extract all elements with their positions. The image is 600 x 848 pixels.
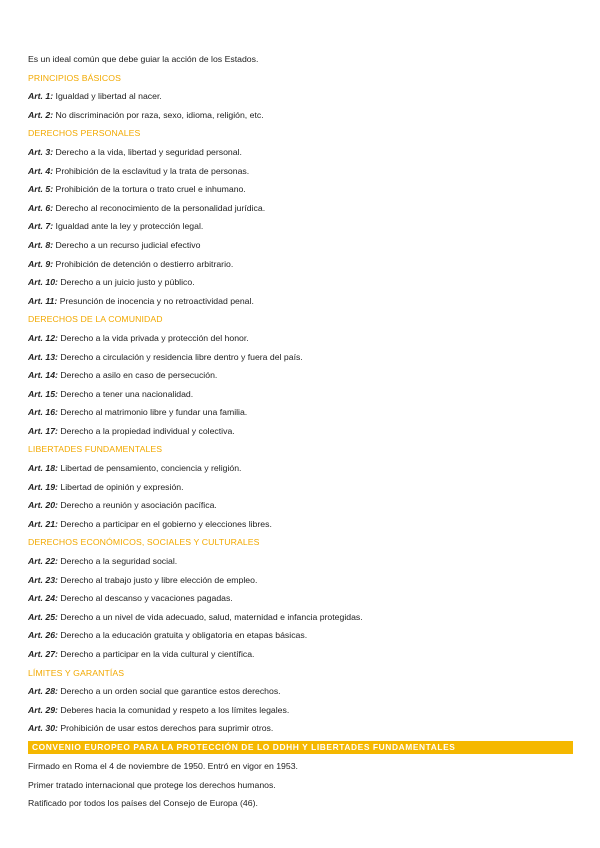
article-item: [28, 106, 560, 125]
article-text: Derecho a la seguridad social.: [60, 556, 178, 567]
article-text: Derecho a un orden social que garantice estos derechos.: [60, 686, 281, 697]
article-text: Igualdad y libertad al nacer.: [55, 91, 162, 102]
article-text: Prohibición de usar estos derechos para suprimir otros.: [60, 723, 274, 734]
article-number: Art. 20:: [28, 500, 58, 511]
article-number: Art. 16:: [28, 407, 58, 418]
article-text: Derecho a un nivel de vida adecuado, salud, maternidad e infancia protegidas.: [60, 611, 363, 622]
article-item: [28, 403, 560, 422]
article-number: Art. 4:: [28, 165, 54, 176]
intro-text: Es un ideal común que debe guiar la acción de los Estados.: [28, 54, 259, 64]
article-text: Igualdad ante la ley y protección legal.: [55, 221, 204, 232]
article-text: Libertad de opinión y expresión.: [60, 481, 184, 492]
article-item: [28, 719, 560, 738]
article-text: Libertad de pensamiento, conciencia y religión.: [60, 463, 242, 474]
article-item: [28, 366, 560, 385]
article-item: [28, 292, 560, 311]
article-item: [28, 348, 560, 367]
article-number: Art. 7:: [28, 221, 54, 232]
article-item: [28, 589, 560, 608]
article-item: [28, 385, 560, 404]
article-number: Art. 3:: [28, 146, 54, 157]
article-number: Art. 28:: [28, 686, 58, 697]
article-number: Art. 27:: [28, 649, 58, 659]
article-number: Art. 12:: [28, 332, 58, 343]
article-item: [28, 626, 560, 645]
article-number: Art. 18:: [28, 463, 58, 474]
article-number: Art. 26:: [28, 630, 58, 641]
article-item: [28, 478, 560, 497]
article-number: Art. 19:: [28, 481, 58, 492]
article-item: [28, 571, 560, 590]
article-item: [28, 422, 560, 441]
article-text: Derecho al matrimonio libre y fundar una familia.: [60, 407, 248, 418]
article-number: Art. 25:: [28, 611, 58, 622]
article-number: Art. 30:: [28, 723, 58, 734]
article-item: [28, 496, 560, 515]
section-heading: PRINCIPIOS BÁSICOS: [28, 72, 122, 83]
article-number: Art. 10:: [28, 277, 58, 288]
article-text: Derecho a reunión y asociación pacífica.: [60, 500, 217, 511]
article-text: Derecho a participar en el gobierno y elecciones libres.: [60, 518, 272, 529]
article-item: [28, 143, 560, 162]
article-number: Art. 1:: [28, 91, 54, 102]
article-number: Art. 8:: [28, 239, 54, 250]
convention-line-2: Primer tratado internacional que protege los derechos humanos.: [28, 779, 276, 790]
article-item: [28, 162, 560, 181]
article-text: Derecho al reconocimiento de la personalidad jurídica.: [55, 202, 266, 213]
article-item: [28, 515, 560, 534]
section-heading: DERECHOS PERSONALES: [28, 128, 141, 139]
article-text: Deberes hacia la comunidad y respeto a los límites legales.: [60, 704, 290, 715]
article-item: [28, 329, 560, 348]
article-text: No discriminación por raza, sexo, idioma, religión, etc.: [55, 109, 264, 120]
article-item: [28, 87, 560, 106]
article-item: [28, 255, 560, 274]
article-number: Art. 23:: [28, 574, 58, 585]
article-number: Art. 2:: [28, 109, 54, 120]
article-text: Presunción de inocencia y no retroactividad penal.: [59, 295, 254, 306]
article-number: Art. 9:: [28, 258, 54, 269]
article-number: Art. 15:: [28, 388, 58, 399]
article-text: Derecho a la propiedad individual y colectiva.: [60, 425, 235, 436]
article-number: Art. 29:: [28, 704, 58, 715]
article-item: [28, 236, 560, 255]
convention-line-1: Firmado en Roma el 4 de noviembre de 1950. Entró en vigor en 1953.: [28, 760, 298, 771]
article-text: Derecho a un recurso judicial efectivo: [55, 239, 201, 250]
article-text: Prohibición de la esclavitud y la trata de personas.: [55, 165, 250, 176]
article-text: Derecho al trabajo justo y libre elección de empleo.: [60, 574, 258, 585]
article-number: Art. 5:: [28, 184, 54, 195]
article-item: [28, 199, 560, 218]
convention-line-3: Ratificado por todos los países del Consejo de Europa (46).: [28, 798, 258, 809]
article-text: Derecho al descanso y vacaciones pagadas.: [60, 593, 233, 604]
article-text: Prohibición de la tortura o trato cruel e inhumano.: [55, 184, 246, 195]
article-number: Art. 6:: [28, 202, 54, 213]
article-text: Derecho a asilo en caso de persecución.: [60, 370, 218, 381]
article-number: Art. 14:: [28, 370, 58, 381]
article-text: Derecho a circulación y residencia libre dentro y fuera del país.: [60, 351, 303, 362]
article-text: Derecho a la educación gratuita y obligatoria en etapas básicas.: [60, 630, 308, 641]
article-number: Art. 11:: [28, 295, 58, 306]
article-text: Derecho a participar en la vida cultural y científica.: [60, 649, 255, 659]
article-item: [28, 552, 560, 571]
article-item: [28, 273, 560, 292]
article-item: [28, 459, 560, 478]
sections-container: [28, 69, 560, 738]
article-item: [28, 217, 560, 236]
section-heading: DERECHOS ECONÓMICOS, SOCIALES Y CULTURALES: [28, 537, 260, 548]
article-text: Derecho a la vida, libertad y seguridad personal.: [55, 146, 242, 157]
article-number: Art. 17:: [28, 425, 58, 436]
article-text: Derecho a un juicio justo y público.: [60, 277, 195, 288]
section-heading: LIBERTADES FUNDAMENTALES: [28, 444, 163, 455]
article-text: Derecho a la vida privada y protección del honor.: [60, 332, 249, 343]
section-heading: LÍMITES Y GARANTÍAS: [28, 667, 125, 678]
article-item: [28, 645, 560, 664]
article-number: Art. 21:: [28, 518, 58, 529]
article-text: Prohibición de detención o destierro arbitrario.: [55, 258, 234, 269]
section-heading: DERECHOS DE LA COMUNIDAD: [28, 314, 163, 325]
article-item: [28, 682, 560, 701]
article-item: [28, 180, 560, 199]
article-number: Art. 22:: [28, 556, 58, 567]
article-text: Derecho a tener una nacionalidad.: [60, 388, 194, 399]
convention-banner: CONVENIO EUROPEO PARA LA PROTECCIÓN DE LO DDHH Y LIBERTADES FUNDAMENTALES: [28, 741, 573, 754]
article-number: Art. 24:: [28, 593, 58, 604]
article-number: Art. 13:: [28, 351, 58, 362]
article-item: [28, 701, 560, 720]
article-item: [28, 608, 560, 627]
